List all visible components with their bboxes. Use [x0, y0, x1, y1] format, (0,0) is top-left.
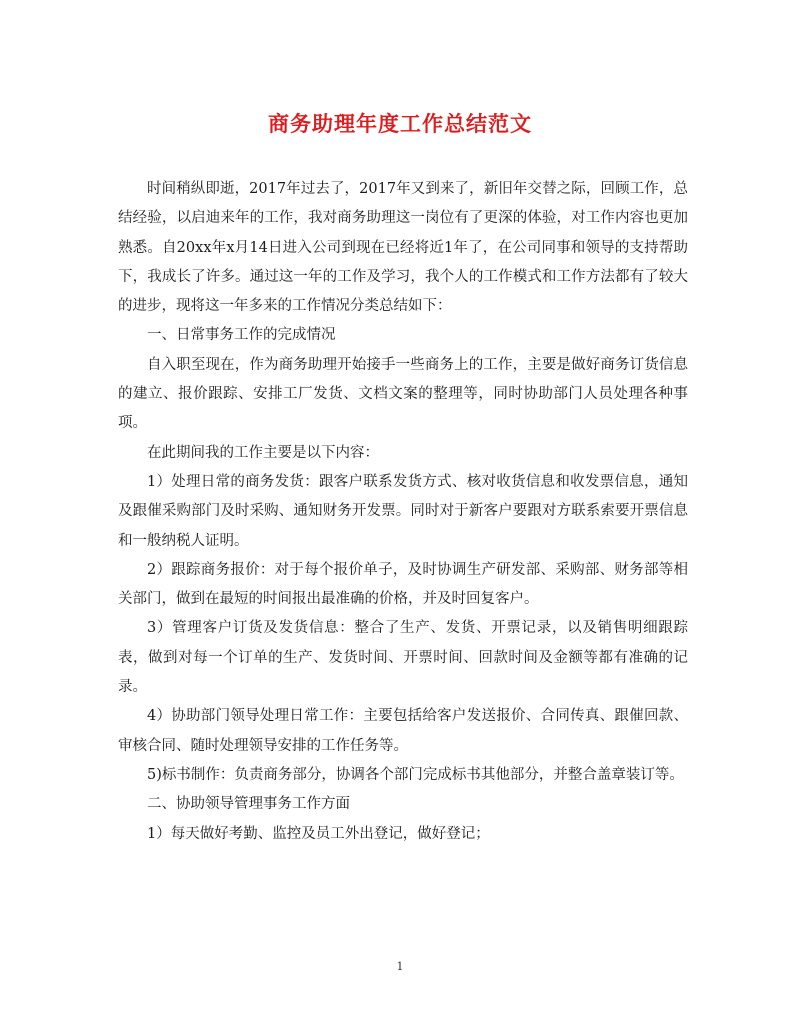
list-item-attendance: 1）每天做好考勤、监控及员工外出登记，做好登记； [147, 825, 490, 842]
document-title: 商务助理年度工作总结范文 [268, 111, 532, 136]
section-heading-assist-management: 二、协助领导管理事务工作方面 [147, 796, 350, 813]
list-item-assist-leader: 4）协助部门领导处理日常工作：主要包括给客户发送报价、合同传真、跟催回款、审核合同、随时处理领导安排的工作任务等。 [118, 708, 688, 754]
section-heading-daily-work: 一、日常事务工作的完成情况 [147, 327, 336, 344]
intro-paragraph: 时间稍纵即逝，2017年过去了，2017年又到来了，新旧年交替之际，回顾工作，总结经验，以启迪来年的工作，我对商务助理这一岗位有了更深的体验，对工作内容也更加熟悉。自20xx年x月14日进入公司到现在已经将近1年了，在公司同事和领导的支持帮助下，我成长了许多。通过这一年的工作及学习，我个人的工作模式和工作方法都有了较大的进步，现将这一年多来的工作情况分类总结如下： [118, 181, 688, 315]
list-item-order-management: 3）管理客户订货及发货信息：整合了生产、发货、开票记录，以及销售明细跟踪表，做到对每一个订单的生产、发货时间、开票时间、回款时间及金额等都有准确的记录。 [118, 620, 688, 696]
paragraph-role-description: 自入职至现在，作为商务助理开始接手一些商务上的工作，主要是做好商务订货信息的建立、报价跟踪、安排工厂发货、文档文案的整理等，同时协助部门人员处理各种事项。 [118, 356, 688, 432]
document-body [118, 175, 688, 849]
list-item-bid-documents: 5)标书制作：负责商务部分，协调各个部门完成标书其他部分，并整合盖章装订等。 [147, 766, 684, 783]
list-item-quotation: 2）跟踪商务报价：对于每个报价单子，及时协调生产研发部、采购部、财务部等相关部门，做到在最短的时间报出最准确的价格，并及时回复客户。 [118, 561, 688, 608]
list-item-shipping: 1）处理日常的商务发货：跟客户联系发货方式、核对收货信息和收发票信息，通知及跟催采购部门及时采购、通知财务开发票。同时对于新客户要跟对方联系索要开票信息和一般纳税人证明。 [118, 473, 688, 549]
paragraph-work-contents-intro: 在此期间我的工作主要是以下内容： [147, 444, 379, 461]
page-number: 1 [396, 960, 404, 973]
